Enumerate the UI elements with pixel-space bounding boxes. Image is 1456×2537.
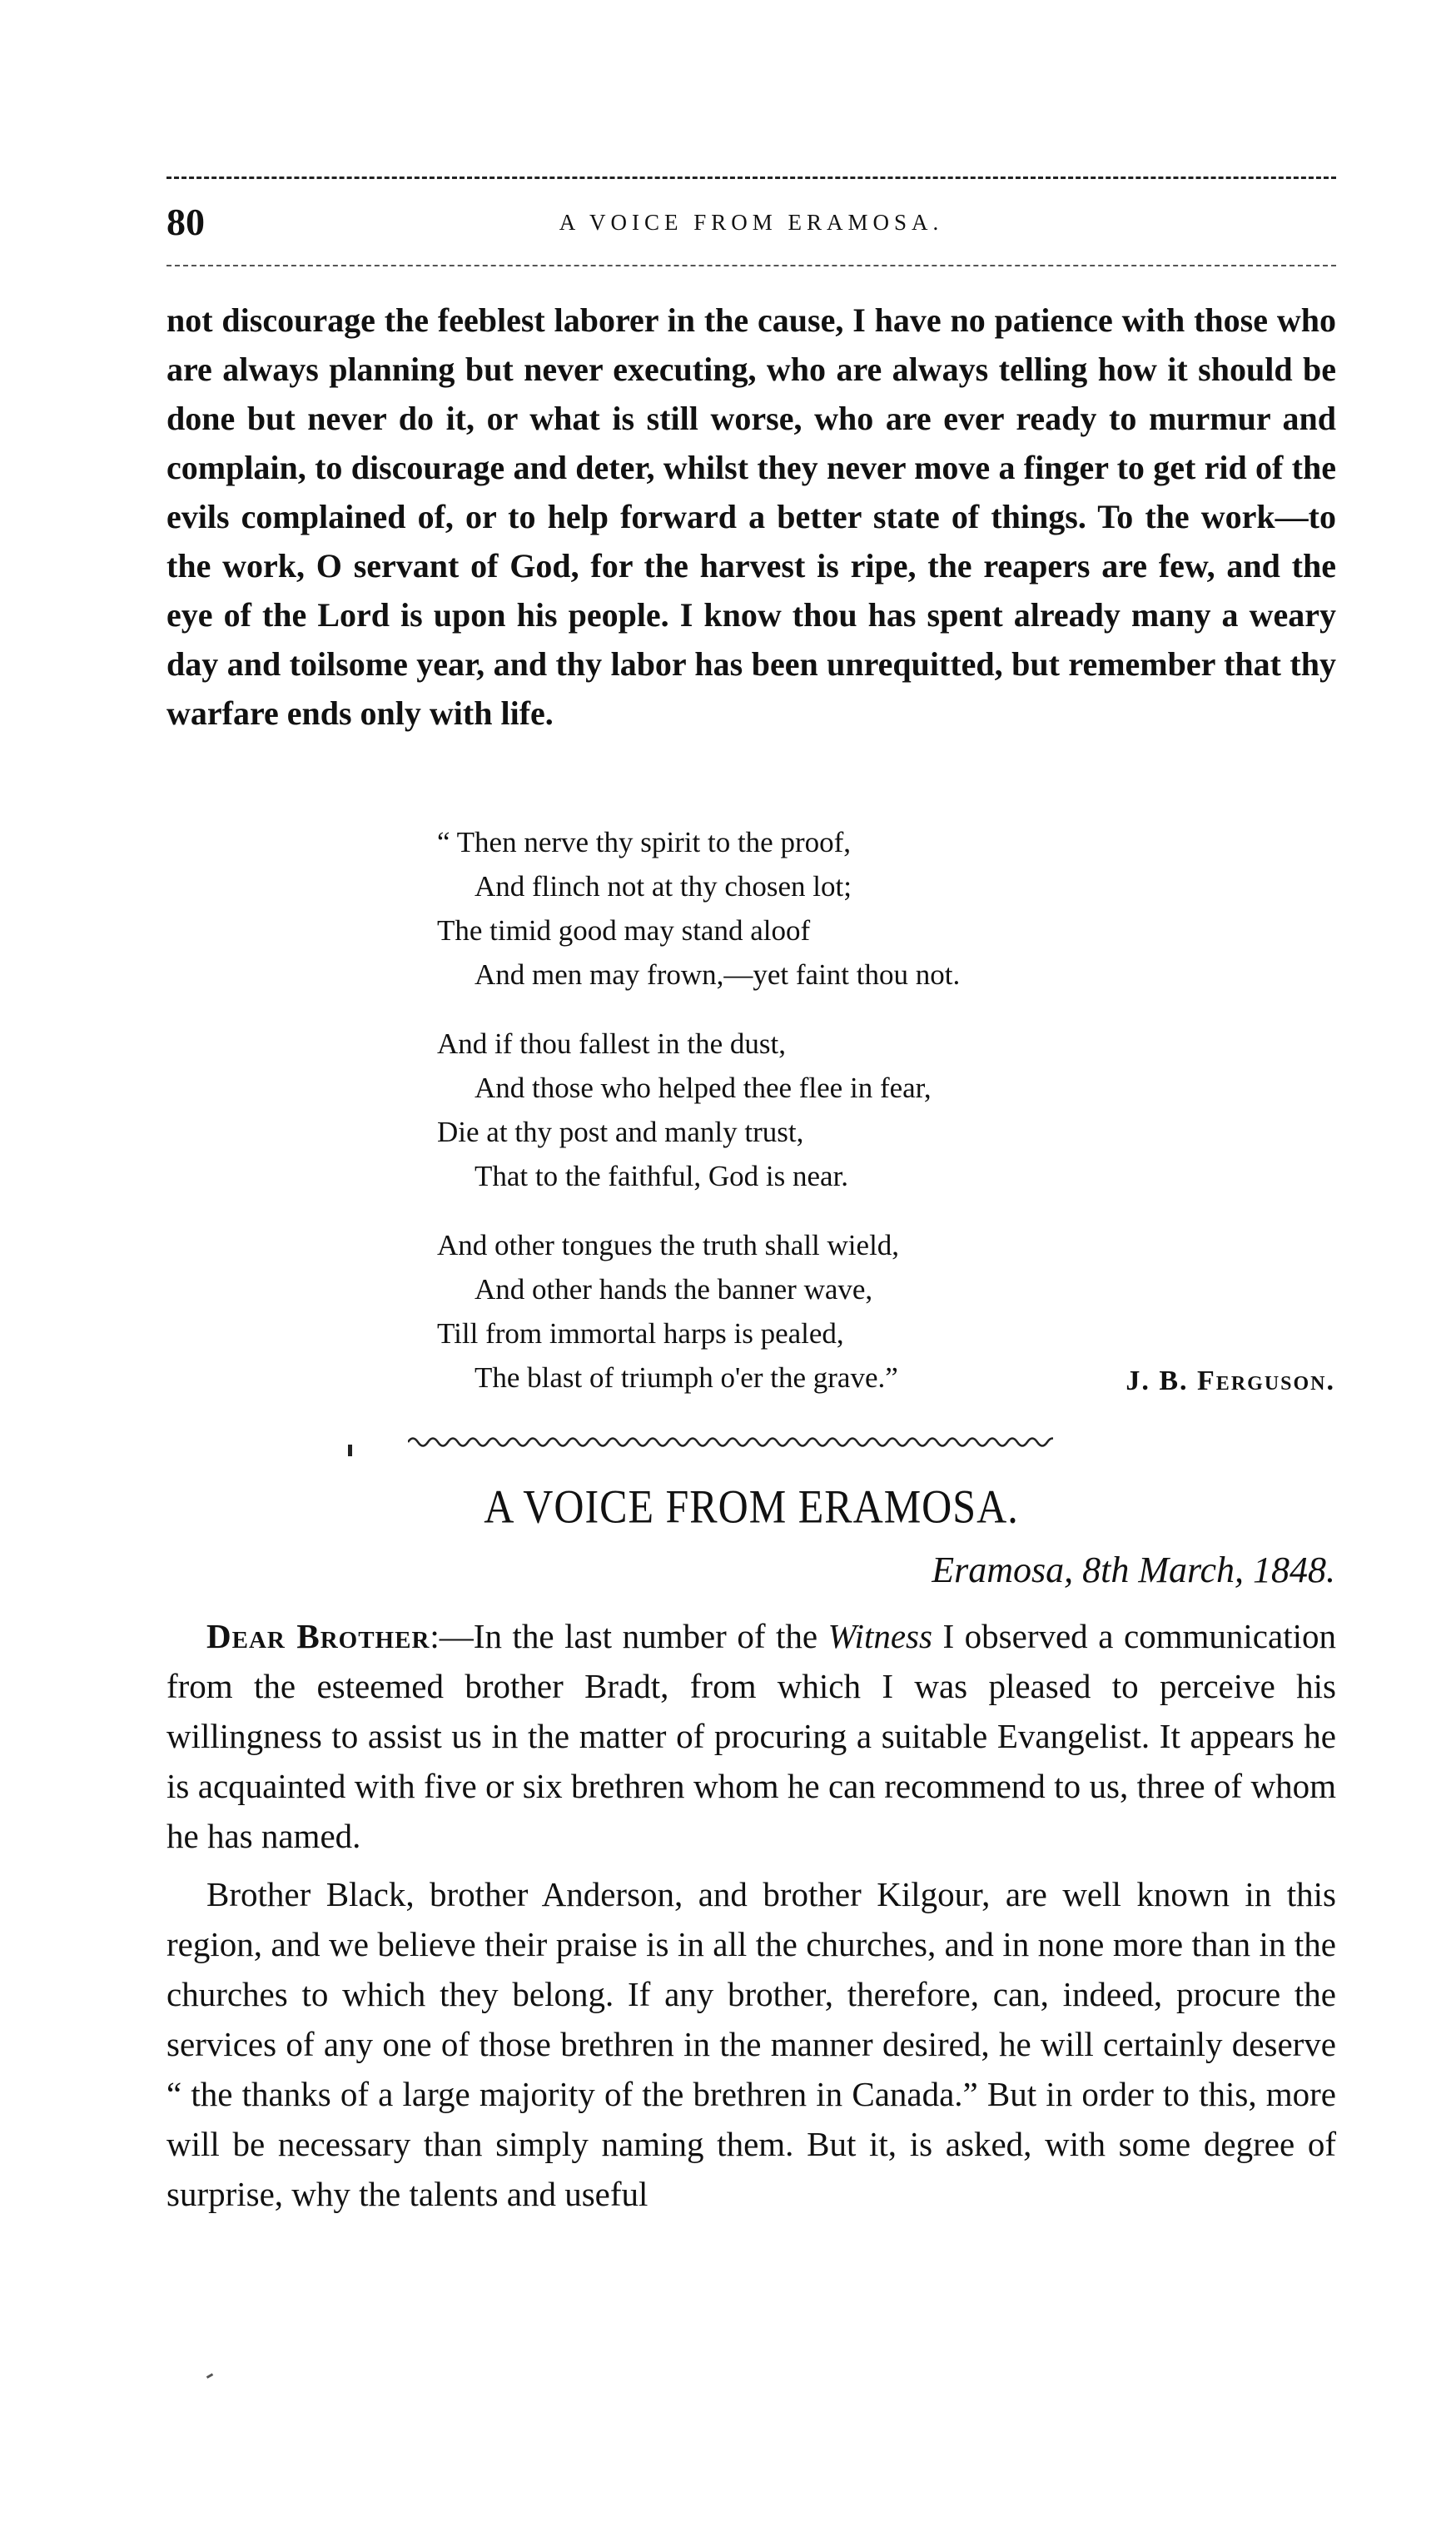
poem-line: The blast of triumph o'er the grave.” xyxy=(475,1361,898,1394)
article-dateline: Eramosa, 8th March, 1848. xyxy=(932,1550,1335,1590)
poem-line: Die at thy post and manly trust, xyxy=(437,1116,804,1148)
poem-signature: J. B. Ferguson. xyxy=(1126,1366,1335,1396)
poem-line: “ Then nerve thy spirit to the proof, xyxy=(437,826,852,858)
header-top-rule xyxy=(166,177,1336,179)
wavy-divider xyxy=(408,1432,1053,1452)
running-title: A VOICE FROM ERAMOSA. xyxy=(559,210,944,235)
poem xyxy=(437,820,1311,1425)
article-paragraph: Brother Black, brother Anderson, and brother Kilgour, are well known in this region, and we believe their praise is in all the churches, and in none more than in the churches to which they belong. If any brother, therefore, can, indeed, procure the services of any one of those brethren in the manner desired, he will certainly deserve “ the thanks of a large majority of the brethren in Canada.” But in order to this, more will be necessary than simply naming them. But it, is asked, with some degree of surprise, why the talents and useful xyxy=(166,1875,1336,2213)
stray-mark xyxy=(348,1445,352,1456)
article-body xyxy=(166,1611,1336,2227)
running-head xyxy=(166,193,1336,251)
poem-stanza xyxy=(437,820,1311,997)
poem-line: And those who helped thee flee in fear, xyxy=(475,1072,932,1104)
article-text: :—In the last number of the xyxy=(430,1617,828,1655)
poem-line: The timid good may stand aloof xyxy=(437,914,811,947)
poem-line: Till from immortal harps is pealed, xyxy=(437,1317,844,1350)
poem-stanza xyxy=(437,1022,1311,1198)
article-text: I observed a communication from the esteemed brother Bradt, from which I was pleased to perceive his willingness to assist us in the matter of procuring a suitable Evangelist. It appears he is acquainted with five or six brethren whom he can recommend to us, three of whom he has named. xyxy=(166,1617,1336,1855)
article-title: A VOICE FROM ERAMOSA. xyxy=(484,1479,1019,1534)
poem-line: And other tongues the truth shall wield, xyxy=(437,1229,900,1261)
article-paragraph xyxy=(166,1611,1336,1861)
poem-line: And other hands the banner wave, xyxy=(475,1273,873,1306)
page-number: 80 xyxy=(166,201,205,243)
stray-mark xyxy=(206,2373,213,2379)
opening-paragraph: not discourage the feeblest laborer in the cause, I have no patience with those who are always planning but never executing, who are always telling how it should be done but never do it, or what is still worse, who are ever ready to murmur and complain, to discourage and deter, whilst they never move a finger to get rid of the evils complained of, or to help forward a better state of things. To the work—to the work, O servant of God, for the harvest is ripe, the reapers are few, and the eye of the Lord is upon his people. I know thou has spent already many a weary day and toilsome year, and thy labor has been unrequitted, but remember that thy warfare ends only with life. xyxy=(166,301,1336,732)
publication-name: Witness xyxy=(827,1617,932,1655)
header-bottom-rule xyxy=(166,265,1336,266)
poem-line: That to the faithful, God is near. xyxy=(475,1160,849,1192)
poem-line: And men may frown,—yet faint thou not. xyxy=(475,958,961,991)
salutation: Dear Brother xyxy=(206,1617,430,1655)
poem-line: And flinch not at thy chosen lot; xyxy=(475,870,852,903)
poem-line: And if thou fallest in the dust, xyxy=(437,1027,786,1060)
